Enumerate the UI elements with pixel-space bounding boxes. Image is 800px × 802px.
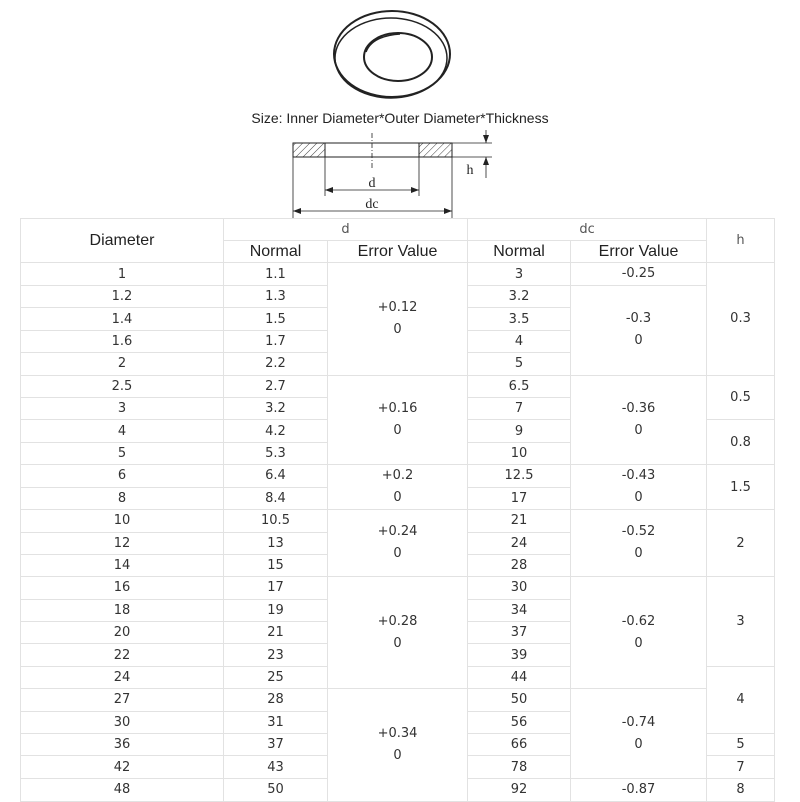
- cell-d-normal: 15: [224, 554, 328, 576]
- tolerance-lower: 0: [634, 635, 643, 651]
- cell-d-error: [328, 375, 468, 465]
- cell-d-normal: 25: [224, 666, 328, 688]
- cell-d-normal: 2.7: [224, 375, 328, 397]
- tolerance-upper: +0.12: [377, 299, 418, 315]
- cell-diameter: 30: [21, 711, 224, 733]
- cell-d-normal: 23: [224, 644, 328, 666]
- cell-dc-error: [571, 465, 707, 510]
- cell-diameter: 12: [21, 532, 224, 554]
- cell-d-error: [328, 510, 468, 577]
- cell-diameter: 24: [21, 666, 224, 688]
- cell-d-error: [328, 465, 468, 510]
- cell-diameter: 2: [21, 353, 224, 375]
- cell-h: 7: [707, 756, 775, 778]
- cell-h: 1.5: [707, 465, 775, 510]
- cell-d-normal: 8.4: [224, 487, 328, 510]
- cell-diameter: 10: [21, 510, 224, 532]
- tolerance-upper: +0.16: [377, 400, 418, 416]
- tolerance-lower: 0: [634, 736, 643, 752]
- tolerance-upper: -0.25: [621, 266, 656, 281]
- cell-diameter: 42: [21, 756, 224, 778]
- washer-3d-icon: [334, 11, 450, 98]
- size-caption: Size: Inner Diameter*Outer Diameter*Thickness: [251, 110, 549, 126]
- cell-d-normal: 2.2: [224, 353, 328, 375]
- cell-dc-normal: 9: [468, 420, 571, 442]
- tolerance-lower: 0: [634, 333, 643, 349]
- cell-diameter: 5: [21, 442, 224, 464]
- cell-diameter: 27: [21, 689, 224, 711]
- cell-dc-normal: 6.5: [468, 375, 571, 397]
- cell-dc-normal: 28: [468, 554, 571, 576]
- cell-h: 4: [707, 666, 775, 733]
- header-dc-normal: Normal: [468, 241, 571, 263]
- cell-dc-normal: 30: [468, 577, 571, 599]
- tolerance-upper: -0.62: [621, 613, 656, 629]
- tolerance-upper: -0.52: [621, 524, 656, 540]
- cell-dc-normal: 5: [468, 353, 571, 375]
- cell-dc-error: [571, 689, 707, 779]
- cell-diameter: 48: [21, 778, 224, 801]
- cell-d-normal: 1.5: [224, 308, 328, 330]
- cell-diameter: 1: [21, 263, 224, 286]
- cell-d-normal: 17: [224, 577, 328, 599]
- tolerance-upper: -0.36: [621, 400, 656, 416]
- cell-dc-normal: 4: [468, 330, 571, 352]
- tolerance-upper: +0.2: [381, 468, 414, 484]
- label-d: d: [368, 176, 376, 191]
- washer-size-table: [20, 218, 775, 802]
- table-row: [21, 375, 775, 397]
- cell-h: 0.8: [707, 420, 775, 465]
- cell-diameter: 16: [21, 577, 224, 599]
- tolerance-upper: -0.3: [625, 311, 652, 327]
- cell-dc-normal: 39: [468, 644, 571, 666]
- cell-diameter: 22: [21, 644, 224, 666]
- cell-d-normal: 13: [224, 532, 328, 554]
- cell-diameter: 1.6: [21, 330, 224, 352]
- cell-diameter: 14: [21, 554, 224, 576]
- cell-dc-normal: 56: [468, 711, 571, 733]
- header-dc: dc: [468, 219, 707, 241]
- cell-dc-normal: 21: [468, 510, 571, 532]
- tolerance-lower: 0: [393, 490, 402, 506]
- table-row: [21, 510, 775, 532]
- cell-dc-normal: 3.2: [468, 286, 571, 308]
- cell-dc-normal: 12.5: [468, 465, 571, 488]
- cell-d-normal: 1.1: [224, 263, 328, 286]
- table-row: [21, 689, 775, 711]
- tolerance-lower: 0: [634, 422, 643, 438]
- cell-dc-normal: 50: [468, 689, 571, 711]
- tolerance-upper: +0.34: [377, 726, 418, 742]
- cell-d-error: [328, 263, 468, 376]
- cell-dc-normal: 78: [468, 756, 571, 778]
- tolerance-upper: +0.24: [377, 524, 418, 540]
- cell-dc-normal: 34: [468, 599, 571, 621]
- cell-d-normal: 1.7: [224, 330, 328, 352]
- cell-diameter: 20: [21, 622, 224, 644]
- cell-diameter: 6: [21, 465, 224, 488]
- cell-dc-error: [571, 286, 707, 376]
- header-h: h: [707, 219, 775, 263]
- cell-dc-normal: 44: [468, 666, 571, 688]
- tolerance-lower: 0: [393, 546, 402, 562]
- cell-h: 2: [707, 510, 775, 577]
- label-h: h: [466, 163, 474, 178]
- cell-diameter: 4: [21, 420, 224, 442]
- cell-dc-normal: 10: [468, 442, 571, 464]
- cell-d-normal: 21: [224, 622, 328, 644]
- cell-d-normal: 6.4: [224, 465, 328, 488]
- tolerance-lower: 0: [634, 490, 643, 506]
- cell-dc-normal: 3: [468, 263, 571, 286]
- cell-diameter: 3: [21, 397, 224, 419]
- cell-diameter: 1.2: [21, 286, 224, 308]
- header-diameter: Diameter: [21, 219, 224, 263]
- tolerance-lower: 0: [393, 635, 402, 651]
- cell-d-normal: 19: [224, 599, 328, 621]
- cell-d-normal: 37: [224, 734, 328, 756]
- cell-diameter: 36: [21, 734, 224, 756]
- cell-diameter: 1.4: [21, 308, 224, 330]
- cell-h: 0.5: [707, 375, 775, 420]
- cell-d-normal: 4.2: [224, 420, 328, 442]
- tolerance-lower: 0: [634, 546, 643, 562]
- label-dc: dc: [365, 197, 379, 212]
- tolerance-upper: -0.43: [621, 468, 656, 484]
- tolerance-upper: -0.74: [621, 714, 656, 730]
- cell-h: 3: [707, 577, 775, 667]
- cell-d-error: [328, 577, 468, 689]
- cell-dc-normal: 24: [468, 532, 571, 554]
- cell-d-normal: 28: [224, 689, 328, 711]
- header-d-error: Error Value: [328, 241, 468, 263]
- cell-dc-normal: 7: [468, 397, 571, 419]
- tolerance-lower: 0: [393, 321, 402, 337]
- cell-dc-normal: 92: [468, 778, 571, 801]
- cell-dc-error: [571, 263, 707, 286]
- cell-dc-normal: 3.5: [468, 308, 571, 330]
- cell-diameter: 18: [21, 599, 224, 621]
- cell-d-normal: 31: [224, 711, 328, 733]
- cell-dc-error: [571, 778, 707, 801]
- cell-dc-normal: 17: [468, 487, 571, 510]
- cell-h: 8: [707, 778, 775, 801]
- cell-d-normal: 50: [224, 778, 328, 801]
- cell-diameter: 8: [21, 487, 224, 510]
- tolerance-lower: 0: [393, 748, 402, 764]
- header-d-normal: Normal: [224, 241, 328, 263]
- cell-dc-error: [571, 577, 707, 689]
- tolerance-lower: 0: [393, 422, 402, 438]
- cell-diameter: 2.5: [21, 375, 224, 397]
- cell-dc-normal: 66: [468, 734, 571, 756]
- cell-dc-normal: 37: [468, 622, 571, 644]
- table-row: [21, 263, 775, 286]
- tolerance-upper: -0.87: [621, 781, 656, 797]
- table-row: [21, 465, 775, 488]
- cell-dc-error: [571, 510, 707, 577]
- cell-d-normal: 5.3: [224, 442, 328, 464]
- header-dc-error: Error Value: [571, 241, 707, 263]
- tolerance-upper: +0.28: [377, 613, 418, 629]
- washer-drawing: [0, 0, 800, 218]
- cell-d-normal: 1.3: [224, 286, 328, 308]
- cell-d-normal: 3.2: [224, 397, 328, 419]
- cell-d-normal: 10.5: [224, 510, 328, 532]
- cell-d-normal: 43: [224, 756, 328, 778]
- cell-dc-error: [571, 375, 707, 465]
- cell-h: 5: [707, 734, 775, 756]
- table-row: [21, 577, 775, 599]
- cell-d-error: [328, 689, 468, 802]
- header-d: d: [224, 219, 468, 241]
- washer-section: [293, 133, 452, 170]
- cell-h: 0.3: [707, 263, 775, 376]
